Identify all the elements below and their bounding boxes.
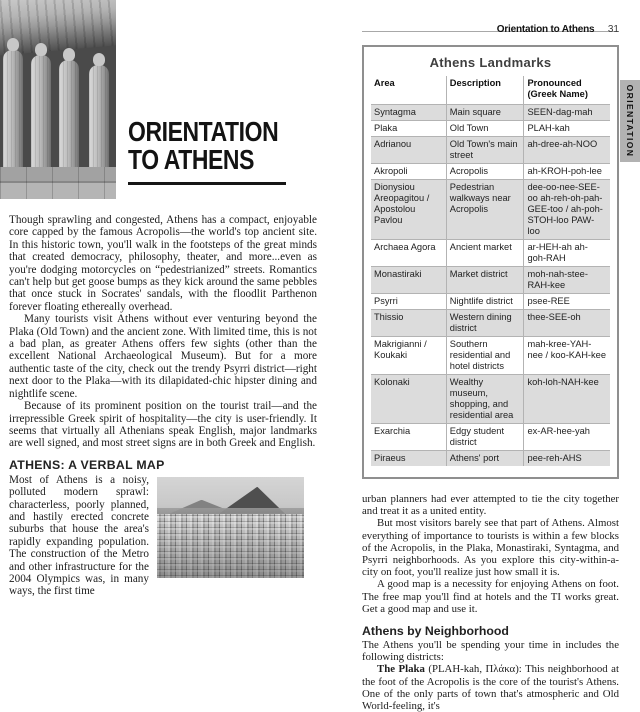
paragraph: Most of Athens is a noisy, polluted modern sprawl: characterless, poorly planned, and hastily erected concrete suburbs that house the area's rapidly expanding population. The construction of the Metro and other infrastructure for the 2004 Olympics was, in many ways, the first time <box>9 473 149 598</box>
cell-description: Old Town <box>446 121 524 137</box>
cell-pronounced: SEEN-dag-mah <box>524 105 610 121</box>
caryatid-statue-art <box>3 50 23 170</box>
cell-description: Acropolis <box>446 164 524 180</box>
table-row <box>371 451 610 467</box>
cell-description: Main square <box>446 105 524 121</box>
running-header-title: Orientation to Athens <box>496 24 595 35</box>
landmarks-table-title: Athens Landmarks <box>429 55 552 70</box>
paragraph: urban planners had ever attempted to tie the city together and treat it as a united entity. <box>362 493 619 518</box>
cell-pronounced: ex-AR-hee-yah <box>524 424 610 451</box>
chapter-title-line1: ORIENTATION <box>128 116 279 147</box>
table-header-row <box>371 76 610 105</box>
cityscape-photo <box>157 477 304 578</box>
landmarks-table-box <box>362 45 619 479</box>
cell-pronounced: ah-KROH-poh-lee <box>524 164 610 180</box>
chapter-title-block <box>9 0 317 214</box>
table-row <box>371 105 610 121</box>
cell-pronounced: ar-HEH-ah ah-goh-RAH <box>524 240 610 267</box>
running-header <box>362 0 619 35</box>
caryatid-statue-art <box>31 55 51 170</box>
title-underline <box>128 182 286 185</box>
cell-area: Kolonaki <box>371 375 446 424</box>
cell-pronounced: mah-kree-YAH-nee / koo-KAH-kee <box>524 337 610 375</box>
cell-pronounced: thee-SEE-oh <box>524 310 610 337</box>
cell-description: Pedestrian walkways near Acropolis <box>446 180 524 240</box>
section-heading-verbal-map: ATHENS: A VERBAL MAP <box>9 457 165 472</box>
paragraph: Though sprawling and congested, Athens has a compact, enjoyable core capped by the famous Acropolis—the world's top ancient site. In this historic town, you'll walk in the footsteps of the great minds that created democracy, philosophy, theater, and more...even as you're dodging motorcycles on “pedestrianized” streets. Romantics can't help but get goose bumps as they kick around the same pebbles that once stuck in Socrates' sandals, with the floodlit Parthenon forever floating ethereally overhead. <box>9 214 317 313</box>
left-body-text <box>9 214 317 598</box>
right-page <box>362 0 619 712</box>
chapter-title <box>128 118 311 185</box>
verbal-map-section <box>9 474 317 598</box>
paragraph: The Athens you'll be spending your time in includes the following districts: <box>362 639 619 664</box>
table-row <box>371 337 610 375</box>
cell-description: Edgy student district <box>446 424 524 451</box>
cell-area: Adrianou <box>371 137 446 164</box>
city-buildings-art <box>157 514 304 578</box>
chapter-edge-tab <box>620 80 640 162</box>
paragraph: Because of its prominent position on the tourist trail—and the irrepressible Greek spirit of hospitality—the city is user-friendly. It seems that virtually all Athenians speak English, major landmarks are well signed, and most street signs are in both Greek and English. <box>9 400 317 450</box>
cell-description: Old Town's main street <box>446 137 524 164</box>
cell-area: Dionysiou Areopagitou / Apostolou Pavlou <box>371 180 446 240</box>
column-header-area: Area <box>374 78 395 88</box>
cell-description: Nightlife district <box>446 294 524 310</box>
landmarks-table <box>371 76 610 466</box>
caryatid-statue-art <box>89 65 109 170</box>
cell-description: Western dining district <box>446 310 524 337</box>
cell-area: Archaea Agora <box>371 240 446 267</box>
section-heading-neighborhood: Athens by Neighborhood <box>362 624 509 639</box>
right-body-text <box>362 493 619 712</box>
page-number: 31 <box>607 24 619 35</box>
table-row <box>371 164 610 180</box>
plaka-text: (PLAH-kah, Πλάκα): This neighborhood at the foot of the Acropolis is the core of the tourist's Athens. One of the only parts of town that's atmospheric and Old World-feeling, it's <box>362 663 619 712</box>
table-row <box>371 375 610 424</box>
table-row <box>371 424 610 451</box>
cell-area: Psyrri <box>371 294 446 310</box>
cell-area: Akropoli <box>371 164 446 180</box>
table-row <box>371 137 610 164</box>
cell-description: Wealthy museum, shopping, and residential area <box>446 375 524 424</box>
table-row <box>371 240 610 267</box>
table-row <box>371 180 610 240</box>
cell-pronounced: PLAH-kah <box>524 121 610 137</box>
left-page <box>9 0 317 598</box>
cell-pronounced: psee-REE <box>524 294 610 310</box>
column-header-pronounced: Pronounced (Greek Name) <box>524 76 610 105</box>
cell-pronounced: dee-oo-nee-SEE-oo ah-reh-oh-pah-GEE-too / ah-poh-STOH-loo PAW-loo <box>524 180 610 240</box>
cell-pronounced: pee-reh-AHS <box>524 451 610 467</box>
cell-area: Plaka <box>371 121 446 137</box>
cell-pronounced: koh-loh-NAH-kee <box>524 375 610 424</box>
cell-area: Monastiraki <box>371 267 446 294</box>
cell-pronounced: moh-nah-stee-RAH-kee <box>524 267 610 294</box>
cell-description: Market district <box>446 267 524 294</box>
cell-area: Makrigianni / Koukaki <box>371 337 446 375</box>
edge-tab-label: ORIENTATION <box>625 84 635 158</box>
cell-description: Southern residential and hotel districts <box>446 337 524 375</box>
cell-pronounced: ah-dree-ah-NOO <box>524 137 610 164</box>
cell-area: Piraeus <box>371 451 446 467</box>
table-row <box>371 267 610 294</box>
table-row <box>371 310 610 337</box>
paragraph-plaka <box>362 663 619 712</box>
cell-area: Exarchia <box>371 424 446 451</box>
caryatids-photo <box>0 0 116 199</box>
caryatid-statue-art <box>59 60 79 170</box>
cell-description: Ancient market <box>446 240 524 267</box>
cell-area: Thissio <box>371 310 446 337</box>
plaka-lead-in: The Plaka <box>377 663 425 676</box>
paragraph: But most visitors barely see that part of Athens. Almost everything of importance to tourists is within a few blocks of the Acropolis, in the Plaka, Monastiraki, Syntagma, and Psyrri neighborhoods. As you explore this city-within-a-city on foot, you'll realize just how small it is. <box>362 517 619 579</box>
paragraph: Many tourists visit Athens without ever venturing beyond the Plaka (Old Town) and the ancient zone. With limited time, this is not a bad plan, as greater Athens offers few sights (other than the excellent National Archaeological Museum). But for a more authentic taste of the city, check out the trendy Psyrri district—right next door to the Plaka—with its dilapidated-chic hipster dining and nightlife scene. <box>9 313 317 400</box>
table-row <box>371 294 610 310</box>
cell-area: Syntagma <box>371 105 446 121</box>
stone-base-art <box>0 167 116 199</box>
table-row <box>371 121 610 137</box>
chapter-title-line2: TO ATHENS <box>128 144 254 175</box>
column-header-description: Description <box>446 76 524 105</box>
cell-description: Athens' port <box>446 451 524 467</box>
paragraph: A good map is a necessity for enjoying Athens on foot. The free map you'll find at hotels and the TI works great. Get a good map and use it. <box>362 578 619 615</box>
